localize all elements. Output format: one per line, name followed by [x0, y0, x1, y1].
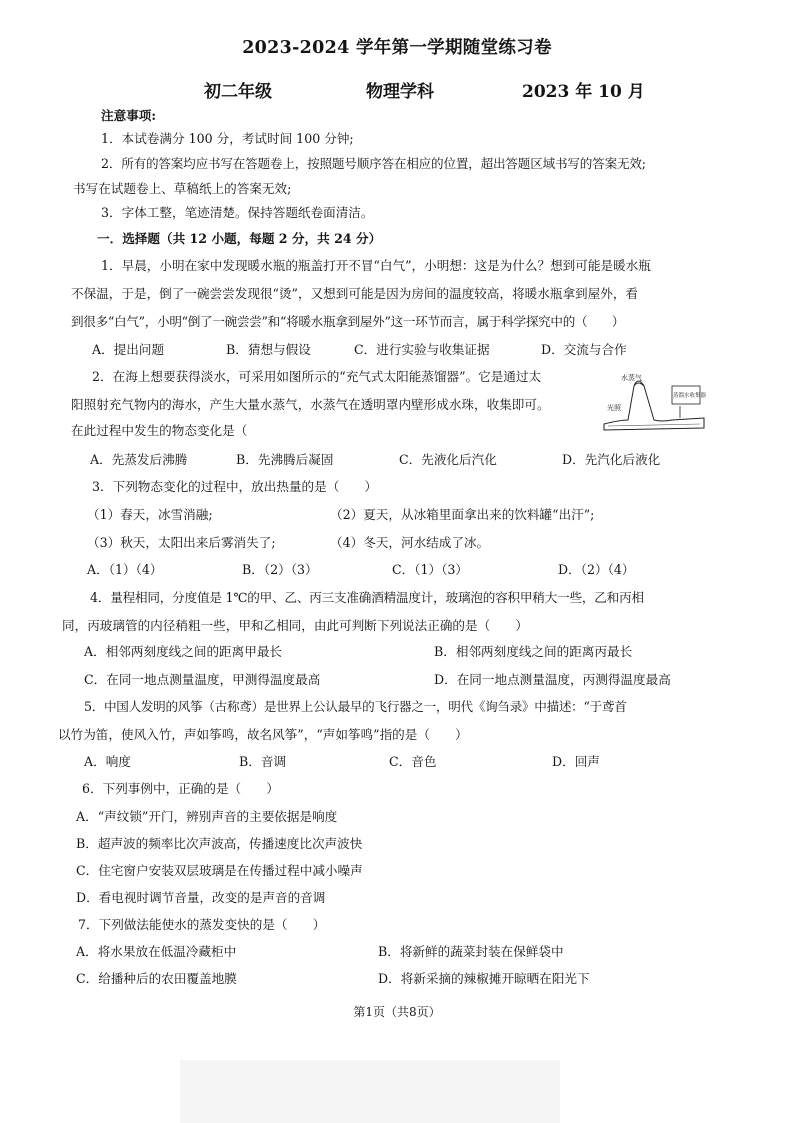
question-1-line: 1．早晨，小明在家中发现暖水瓶的瓶盖打开不冒“白气”，小明想：这是为什么？想到可能是暖水瓶: [101, 258, 651, 273]
question-6-line: 6．下列事例中，正确的是（ ）: [82, 781, 279, 796]
question-4-line: 4．量程相同，分度值是 1℃的甲、乙、丙三支准确酒精温度计，玻璃泡的容积甲稍大一些，乙和丙相: [90, 590, 644, 605]
question-1-line: 到很多“白气”，小明“倒了一碗尝尝”和“将暖水瓶拿到屋外”这一环节而言，属于科学探究中的（ ）: [71, 314, 625, 329]
q6-option-d[interactable]: D．看电视时调节音量，改变的是声音的音调: [76, 890, 326, 905]
q7-option-b[interactable]: B．将新鲜的蔬菜封装在保鲜袋中: [378, 944, 564, 959]
figure-label-collector: 蒸馏水收集器: [673, 393, 707, 399]
question-7-line: 7．下列做法能使水的蒸发变快的是（ ）: [78, 917, 326, 932]
question-2-line: 2．在海上想要获得淡水，可采用如图所示的“充气式太阳能蒸馏器”。它是通过太: [92, 369, 542, 384]
q4-option-c[interactable]: C．在同一地点测量温度，甲测得温度最高: [84, 672, 321, 687]
grade-label: 初二年级: [204, 82, 272, 102]
q7-option-a[interactable]: A．将水果放在低温冷藏柜中: [76, 944, 237, 959]
q1-option-d[interactable]: D．交流与合作: [541, 342, 627, 357]
q2-option-a[interactable]: A．先蒸发后沸腾: [90, 452, 188, 467]
note-item: 2．所有的答案均应书写在答题卷上，按照题号顺序答在相应的位置，超出答题区域书写的答案无效;: [101, 156, 646, 171]
q3-option-c[interactable]: C．（1）（3）: [392, 562, 469, 577]
q5-option-b[interactable]: B．音调: [239, 754, 287, 769]
q5-option-a[interactable]: A．响度: [84, 754, 131, 769]
q2-option-d[interactable]: D．先汽化后液化: [562, 452, 661, 467]
q3-item: （4）冬天，河水结成了冰。: [330, 535, 490, 550]
notes-heading: 注意事项:: [101, 108, 157, 123]
q4-option-d[interactable]: D．在同一地点测量温度，丙测得温度最高: [434, 672, 671, 687]
q6-option-c[interactable]: C．住宅窗户安装双层玻璃是在传播过程中减小噪声: [76, 863, 363, 878]
q5-option-d[interactable]: D．回声: [552, 754, 600, 769]
question-2-line: 在此过程中发生的物态变化是（: [71, 423, 248, 438]
q4-option-b[interactable]: B．相邻两刻度线之间的距离丙最长: [434, 644, 633, 659]
q5-option-c[interactable]: C．音色: [389, 754, 437, 769]
question-3-line: 3．下列物态变化的过程中，放出热量的是（ ）: [92, 479, 378, 494]
note-item: 1．本试卷满分 100 分，考试时间 100 分钟;: [101, 131, 354, 146]
q3-item: （3）秋天，太阳出来后雾消失了;: [87, 535, 276, 550]
figure-label-vapor: 水蒸气: [621, 374, 642, 382]
q3-option-b[interactable]: B．（2）（3）: [242, 562, 318, 577]
question-2-line: 阳照射充气物内的海水，产生大量水蒸气，水蒸气在透明罩内壁形成水珠，收集即可。: [71, 397, 550, 412]
question-5-line: 5．中国人发明的风筝（古称鸢）是世界上公认最早的飞行器之一，明代《询刍录》中描述：“于鸢首: [84, 699, 627, 714]
q3-item: （1）春天，冰雪消融;: [87, 507, 213, 522]
q4-option-a[interactable]: A．相邻两刻度线之间的距离甲最长: [84, 644, 283, 659]
exam-title: 2023-2024 学年第一学期随堂练习卷: [242, 38, 552, 58]
scan-shadow: [180, 1060, 560, 1123]
q2-option-c[interactable]: C．先液化后汽化: [399, 452, 497, 467]
q1-option-a[interactable]: A．提出问题: [92, 342, 165, 357]
q6-option-b[interactable]: B．超声波的频率比次声波高，传播速度比次声波快: [76, 836, 363, 851]
q7-option-c[interactable]: C．给播种后的农田覆盖地膜: [76, 971, 237, 986]
q2-option-b[interactable]: B．先沸腾后凝固: [236, 452, 334, 467]
q3-item: （2）夏天，从冰箱里面拿出来的饮料罐“出汗”;: [330, 507, 595, 522]
section-heading: 一．选择题（共 12 小题，每题 2 分，共 24 分）: [97, 231, 382, 246]
page-footer: 第1页（共8页）: [353, 1005, 441, 1019]
solar-still-figure: [600, 370, 708, 434]
q3-option-d[interactable]: D．（2）（4）: [558, 562, 635, 577]
q3-option-a[interactable]: A．（1）（4）: [87, 562, 163, 577]
question-4-line: 同，丙玻璃管的内径稍粗一些，甲和乙相同，由此可判断下列说法正确的是（ ）: [62, 618, 528, 633]
question-5-line: 以竹为笛，使风入竹，声如筝鸣，故名风筝”，“声如筝鸣”指的是（ ）: [58, 727, 468, 742]
q7-option-d[interactable]: D．将新采摘的辣椒摊开晾晒在阳光下: [378, 971, 590, 986]
q1-option-b[interactable]: B．猜想与假设: [226, 342, 311, 357]
note-item: 书写在试题卷上、草稿纸上的答案无效;: [73, 181, 292, 196]
q1-option-c[interactable]: C．进行实验与收集证据: [354, 342, 490, 357]
q6-option-a[interactable]: A．“声纹锁”开门，辨别声音的主要依据是响度: [76, 809, 338, 824]
note-item: 3．字体工整，笔迹清楚。保持答题纸卷面清洁。: [101, 205, 374, 220]
figure-label-light: 光照: [607, 404, 621, 412]
question-1-line: 不保温，于是，倒了一碗尝尝发现很“烫”，又想到可能是因为房间的温度较高，将暖水瓶拿到屋外，看: [71, 286, 639, 301]
date-label: 2023 年 10 月: [522, 82, 645, 102]
subject-label: 物理学科: [366, 82, 434, 102]
